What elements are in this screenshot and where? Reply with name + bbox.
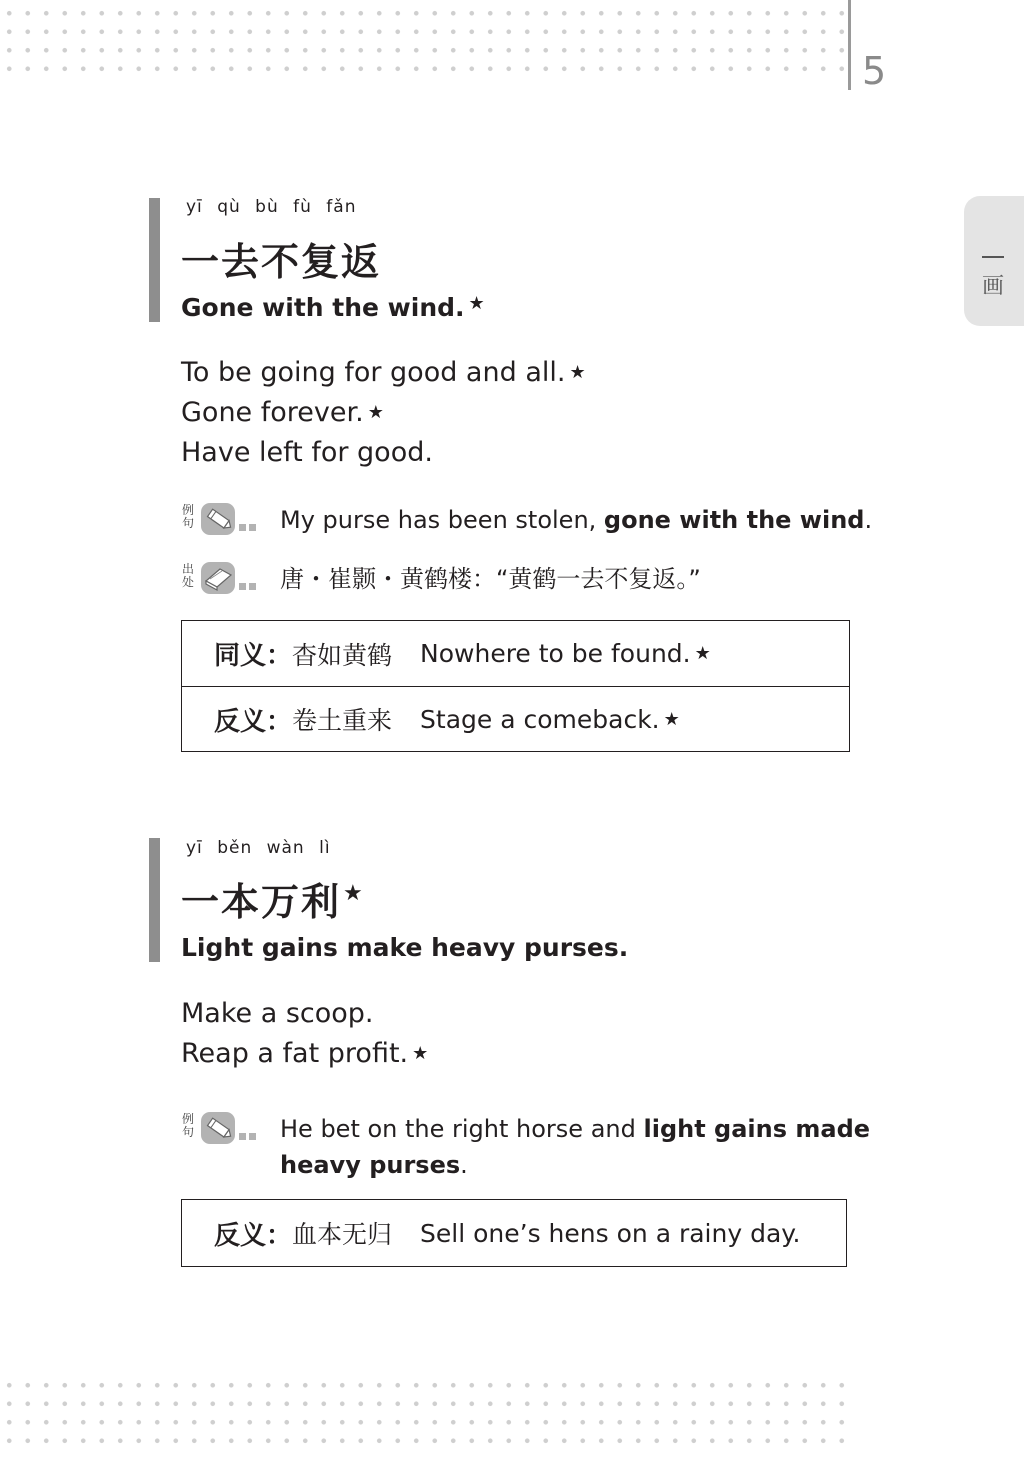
star-icon: ★: [663, 708, 680, 730]
antonym-table: [181, 1199, 847, 1267]
tab-label: 画: [982, 274, 1005, 299]
entry-translation: [181, 293, 485, 322]
entry-pinyin: yī qù bù fù fǎn: [186, 197, 357, 217]
header-divider: [848, 0, 851, 90]
pencil-icon: [200, 1111, 236, 1145]
star-icon: ★: [367, 402, 384, 423]
star-icon: ★: [569, 362, 586, 383]
entry-idiom: 一去不复返: [181, 240, 382, 284]
tab-dash: [982, 256, 1004, 258]
meaning-line: Reap a fat profit. ★: [181, 1038, 429, 1069]
synonym-en: Nowhere to be found.: [420, 639, 691, 668]
antonym-tag: 反义：: [214, 706, 293, 737]
example-row: [182, 1111, 871, 1179]
translation-text: Gone with the wind.: [181, 293, 465, 322]
page-number: 5: [862, 49, 887, 93]
pencil-icon: [200, 502, 236, 536]
meaning-line: Gone forever. ★: [181, 397, 384, 428]
entry-translation: Light gains make heavy purses.: [181, 933, 629, 962]
example-label: 例 句: [182, 1112, 195, 1139]
example-sentence: My purse has been stolen, gone with the wind.: [280, 506, 873, 534]
star-icon: ★: [468, 293, 485, 314]
entry-meanings: [181, 353, 586, 473]
antonym-row: [182, 1200, 846, 1266]
header-dot-pattern: [0, 4, 845, 80]
antonym-row: [182, 686, 849, 751]
antonym-en: Stage a comeback.: [420, 704, 660, 734]
meaning-line: Make a scoop.: [181, 998, 374, 1029]
meaning-line: To be going for good and all. ★: [181, 357, 586, 388]
stroke-count-tab[interactable]: [964, 196, 1024, 326]
star-icon: ★: [343, 881, 365, 906]
synonym-tag: 同义：: [214, 641, 293, 671]
source-text: 唐・崔颢・黄鹤楼：“黄鹤一去不复返。”: [280, 565, 701, 593]
source-row: [182, 561, 701, 595]
example-label: 例 句: [182, 503, 195, 530]
entry-idiom: [181, 880, 365, 924]
star-icon: ★: [694, 643, 711, 664]
book-icon: [200, 561, 236, 595]
antonym-en: Sell one’s hens on a rainy day.: [420, 1218, 801, 1248]
entry-marker-bar: [149, 838, 160, 962]
footer-dot-pattern: [0, 1376, 845, 1448]
antonym-tag: 反义：: [214, 1220, 293, 1251]
antonym-cn: 血本无归: [292, 1220, 393, 1249]
synonym-antonym-table: [181, 620, 850, 752]
synonym-row: [182, 621, 849, 686]
example-row: [182, 502, 873, 536]
synonym-cn: 杳如黄鹤: [292, 640, 393, 670]
star-icon: ★: [412, 1043, 429, 1064]
idiom-text: 一本万利: [181, 880, 342, 924]
antonym-cn: 卷土重来: [292, 706, 393, 735]
source-label: 出 处: [182, 562, 195, 589]
entry-marker-bar: [149, 198, 160, 322]
entry-pinyin: yī běn wàn lì: [186, 838, 331, 858]
example-dots: [239, 524, 256, 531]
meaning-line: Have left for good.: [181, 437, 433, 468]
example-sentence: He bet on the right horse and light gains made heavy purses.: [280, 1115, 871, 1179]
example-dots: [239, 1133, 256, 1140]
entry-meanings: [181, 994, 428, 1074]
source-dots: [239, 583, 256, 590]
